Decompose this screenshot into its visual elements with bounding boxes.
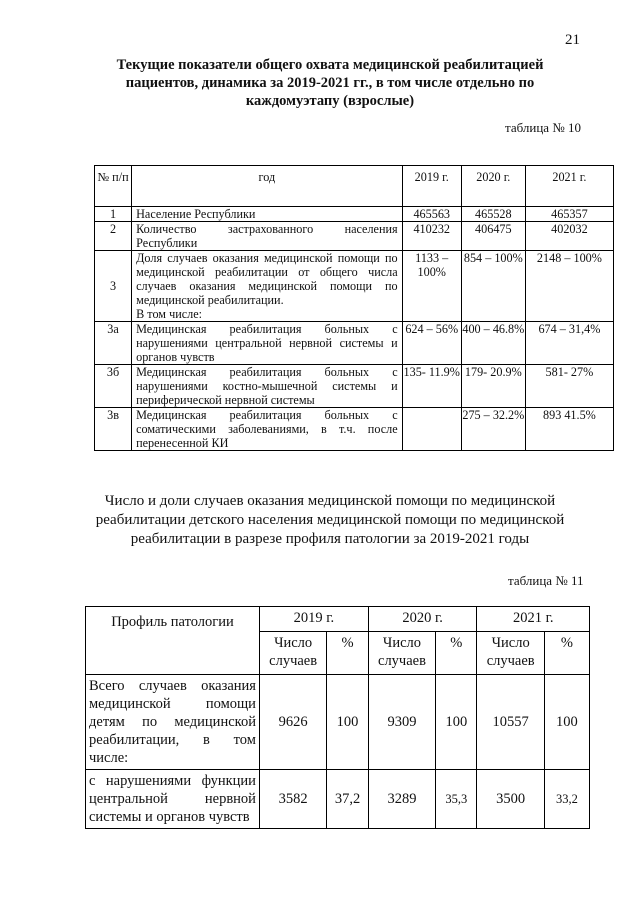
table11-header-profile: Профиль патологии bbox=[86, 607, 260, 675]
row-desc: Количество застрахованного населения Республики bbox=[132, 222, 403, 251]
table-row bbox=[86, 770, 590, 829]
cell-count-2019: 3582 bbox=[259, 770, 326, 829]
row-desc: Медицинская реабилитация больных с нарушениями центральной нервной системы и органов чувств bbox=[132, 322, 403, 365]
table11-header-year: 2020 г. bbox=[368, 607, 477, 632]
row-desc-extra: В том числе: bbox=[136, 307, 203, 321]
cell-2019: 465563 bbox=[402, 207, 461, 222]
table-row bbox=[95, 365, 614, 408]
cell-2019: 410232 bbox=[402, 222, 461, 251]
table10-header-row bbox=[95, 166, 614, 207]
cell-2021: 402032 bbox=[525, 222, 613, 251]
table10-header-year: 2020 г. bbox=[461, 166, 525, 207]
table11-header-pct: % bbox=[544, 632, 589, 675]
table-row bbox=[95, 251, 614, 322]
table11-header-count: Число случаев bbox=[477, 632, 544, 675]
cell-2020: 400 – 46.8% bbox=[461, 322, 525, 365]
cell-count-2021: 3500 bbox=[477, 770, 544, 829]
table10-header-year: 2021 г. bbox=[525, 166, 613, 207]
row-desc: Население Республики bbox=[132, 207, 403, 222]
row-num: 3б bbox=[95, 365, 132, 408]
table11-header-year: 2021 г. bbox=[477, 607, 590, 632]
cell-2019 bbox=[402, 408, 461, 451]
cell-count-2020: 3289 bbox=[368, 770, 435, 829]
cell-2020: 465528 bbox=[461, 207, 525, 222]
table-row bbox=[95, 408, 614, 451]
cell-2019: 624 – 56% bbox=[402, 322, 461, 365]
table10-header-num: № п/п bbox=[95, 166, 132, 207]
cell-2019: 135- 11.9% bbox=[402, 365, 461, 408]
table11-caption: таблица № 11 bbox=[508, 573, 584, 588]
row-num: 3а bbox=[95, 322, 132, 365]
table11-header-year: 2019 г. bbox=[259, 607, 368, 632]
cell-pct-2021: 100 bbox=[544, 675, 589, 770]
table11-header-pct: % bbox=[436, 632, 477, 675]
cell-2021: 581- 27% bbox=[525, 365, 613, 408]
row-desc: Медицинская реабилитация больных с соматическими заболеваниями, в т.ч. после перенесенной КИ bbox=[132, 408, 403, 451]
cell-count-2020: 9309 bbox=[368, 675, 435, 770]
cell-2019: 1133 – 100% bbox=[402, 251, 461, 322]
row-desc bbox=[132, 251, 403, 322]
page-number: 21 bbox=[565, 32, 580, 48]
cell-pct-2021: 33,2 bbox=[544, 770, 589, 829]
row-label: Всего случаев оказания медицинской помощи детям по медицинской реабилитации, в том числе: bbox=[86, 675, 260, 770]
table-row bbox=[95, 322, 614, 365]
row-num: 2 bbox=[95, 222, 132, 251]
cell-pct-2019: 100 bbox=[327, 675, 369, 770]
row-desc-text: Доля случаев оказания медицинской помощи по медицинской реабилитации от общего числа случаев оказания медицинской помощи по медицинской реабилитации. bbox=[136, 251, 398, 307]
table10-header-year: 2019 г. bbox=[402, 166, 461, 207]
cell-2020: 275 – 32.2% bbox=[461, 408, 525, 451]
table-row bbox=[86, 675, 590, 770]
row-label: с нарушениями функции центральной нервной системы и органов чувств bbox=[86, 770, 260, 829]
cell-2020: 406475 bbox=[461, 222, 525, 251]
cell-2021: 893 41.5% bbox=[525, 408, 613, 451]
table11-header-pct: % bbox=[327, 632, 369, 675]
cell-pct-2020: 35,3 bbox=[436, 770, 477, 829]
table11-header-row bbox=[86, 607, 590, 632]
table11-header-count: Число случаев bbox=[259, 632, 326, 675]
cell-pct-2020: 100 bbox=[436, 675, 477, 770]
table10-header-desc: год bbox=[132, 166, 403, 207]
cell-pct-2019: 37,2 bbox=[327, 770, 369, 829]
cell-2021: 2148 – 100% bbox=[525, 251, 613, 322]
cell-2020: 179- 20.9% bbox=[461, 365, 525, 408]
table11-title: Число и доли случаев оказания медицинской помощи по медицинской реабилитации детского населения медицинской помощи по медицинской реабилитации в разрезе профиля патологии за 2019-2021 годы bbox=[95, 493, 565, 547]
table11-header-count: Число случаев bbox=[368, 632, 435, 675]
table10-title: Текущие показатели общего охвата медицинской реабилитацией пациентов, динамика за 2019-2021 гг., в том числе отдельно по каждомуэтапу (взрослые) bbox=[116, 57, 544, 109]
table-row bbox=[95, 207, 614, 222]
row-num: 1 bbox=[95, 207, 132, 222]
cell-2020: 854 – 100% bbox=[461, 251, 525, 322]
table-10 bbox=[94, 165, 614, 451]
cell-2021: 674 – 31,4% bbox=[525, 322, 613, 365]
table-11 bbox=[85, 606, 590, 829]
row-desc: Медицинская реабилитация больных с нарушениями костно-мышечной системы и периферической нервной системы bbox=[132, 365, 403, 408]
table-row bbox=[95, 222, 614, 251]
cell-2021: 465357 bbox=[525, 207, 613, 222]
cell-count-2021: 10557 bbox=[477, 675, 544, 770]
cell-count-2019: 9626 bbox=[259, 675, 326, 770]
row-num: 3в bbox=[95, 408, 132, 451]
row-num: 3 bbox=[95, 251, 132, 322]
table10-caption: таблица № 10 bbox=[505, 120, 581, 135]
